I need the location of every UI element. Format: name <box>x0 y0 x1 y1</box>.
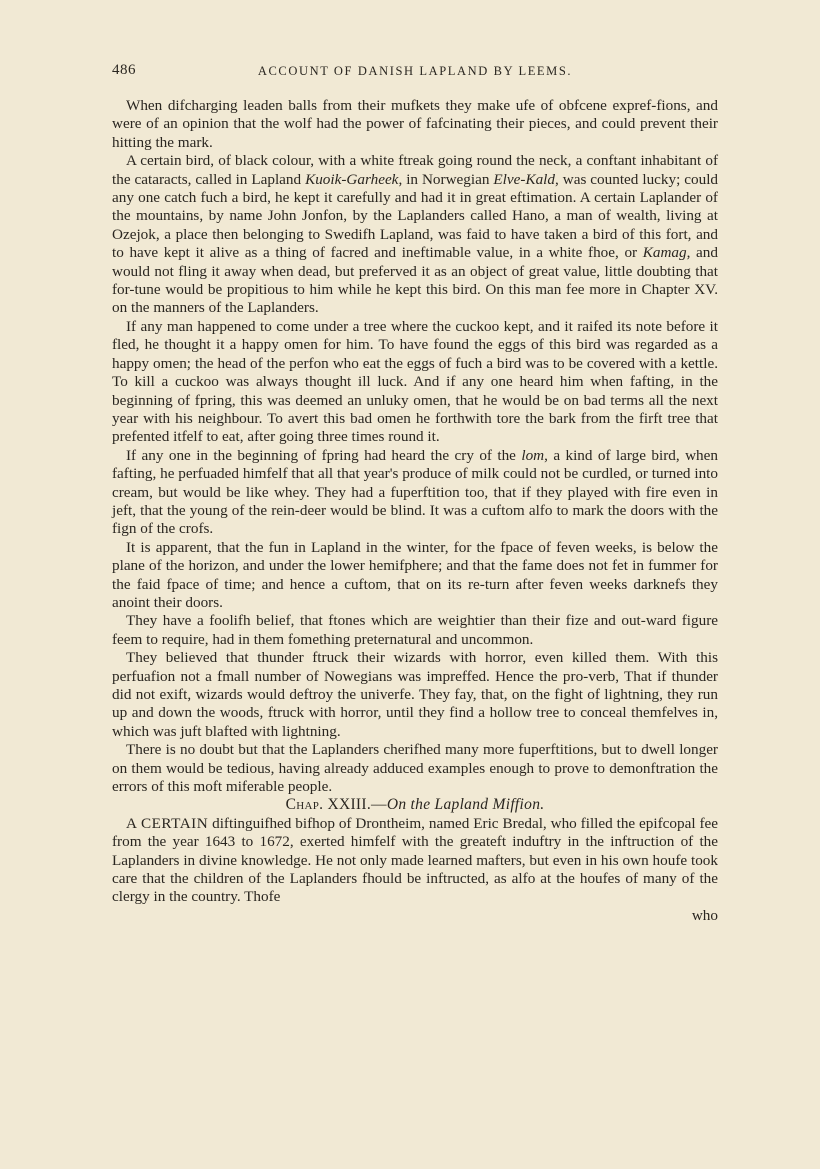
page-header <box>112 62 718 84</box>
paragraph-cuckoo-superstition: If any man happened to come under a tree where the cuckoo kept, and it raifed its note before it fled, he thought it a happy omen for him. To have found the eggs of this bird was regarded as a happy omen; the head of the perfon who eat the eggs of fuch a bird was to be covered with a kettle. To kill a cuckoo was always thought ill luck. And if any one heard him when fafting, in the beginning of fpring, this was deemed an unluky omen, that he would be on bad terms all the next year with his neighbour. To avert this bad omen he forthwith tore the bark from the firft tree that prefented itfelf to eat, after going three times round it. <box>112 317 718 446</box>
page-number: 486 <box>112 62 136 78</box>
catchword: who <box>691 906 718 924</box>
paragraph-stones-belief: They have a foolifh belief, that ftones which are weightier than their fize and out-ward figure feem to require, had in them fomething preternatural and uncommon. <box>112 612 718 648</box>
paragraph-chapter-opening: A CERTAIN diftinguifhed bifhop of Drontheim, named Eric Bredal, who filled the epifcopal fee from the year 1643 to 1672, exerted himfelf with the greateft induftry in the inftruction of the Laplanders in divine knowledge. He not only made learned mafters, but even in his own houfe took care that the children of the Laplanders fhould be inftructed, as alfo at the houfes of many of the clergy in the country. Thofe <box>112 814 718 906</box>
paragraph-lom-superstition: If any one in the beginning of fpring had heard the cry of the lom, a kind of large bird, when fafting, he perfuaded himfelf that all that year's produce of milk could not be curdled, or turned into cream, but would be like whey. They had a fuperftition too, that if they played with fire even in jeft, that the young of the rein-deer would be blind. It was a cuftom alfo to mark the doors with the fign of the crofs. <box>112 446 718 538</box>
running-title: ACCOUNT OF DANISH LAPLAND BY LEEMS. <box>257 64 573 78</box>
paragraph-conclusion: There is no doubt but that the Laplanders cherifhed many more fuperftitions, but to dwell longer on them would be tedious, having already adduced examples enough to prove to demonftration the errors of this moft miferable people. <box>112 741 718 796</box>
opening-caps: A CERTAIN <box>126 814 209 832</box>
lapp-bird-name: Kuoik-Garheek <box>305 170 399 188</box>
paragraph-sun-custom: It is apparent, that the fun in Lapland in the winter, for the fpace of feven weeks, is below the plane of the horizon, and under the lower hemifphere; and that the fame does not fet in fummer for the faid fpace of time; and hence a cuftom, that on its re-turn after feven weeks darknefs they anoint their doors. <box>112 538 718 611</box>
kamag-term: Kamag <box>642 244 687 262</box>
paragraph-musket-superstition: When difcharging leaden balls from their mufkets they make ufe of obfcene expref-fions, and were of an opinion that the wolf had the power of fafcinating their pieces, and could prevent their hitting the mark. <box>112 97 718 151</box>
lom-term: lom <box>521 446 545 464</box>
chapter-heading: Chap. XXIII.—On the Lapland Miffion. <box>285 796 545 814</box>
paragraph-thunder-belief: They believed that thunder ftruck their wizards with horror, even killed them. With this perfuafion not a fmall number of Nowegians was impreffed. Hence the pro-verb, That if thunder did not exift, wizards would deftroy the univerfe. They fay, that, on the fight of lightning, they run up and down the woods, ftruck with horror, until they find a hollow tree to conceal themfelves in, which was juft blafted with lightning. <box>112 649 718 740</box>
body-text <box>112 97 718 925</box>
paragraph-bird-superstition: A certain bird, of black colour, with a white ftreak going round the neck, a conftant inhabitant of the cataracts, called in Lapland Kuoik-Garheek, in Norwegian Elve-Kald, was counted lucky; could any one catch fuch a bird, he kept it carefully and had it in great eftimation. A certain Laplander of the mountains, by name John Jonfon, by the Laplanders called Hano, a man of wealth, living at Ozejok, a place then belonging to Swedifh Lapland, was faid to have taken a bird of this fort, and to have kept it alive as a thing of facred and ineftimable value, in a white fhoe, or Kamag, and would not fling it away when dead, but preferved it as an object of great value, little doubting that for-tune would be propitious to him while he kept this bird. On this man fee more in Chapter XV. on the manners of the Laplanders. <box>112 152 719 317</box>
norwegian-bird-name: Elve-Kald <box>493 170 555 188</box>
chapter-label: Chap. XXIII. <box>285 796 372 814</box>
chapter-title: On the Lapland Miffion. <box>386 796 545 814</box>
